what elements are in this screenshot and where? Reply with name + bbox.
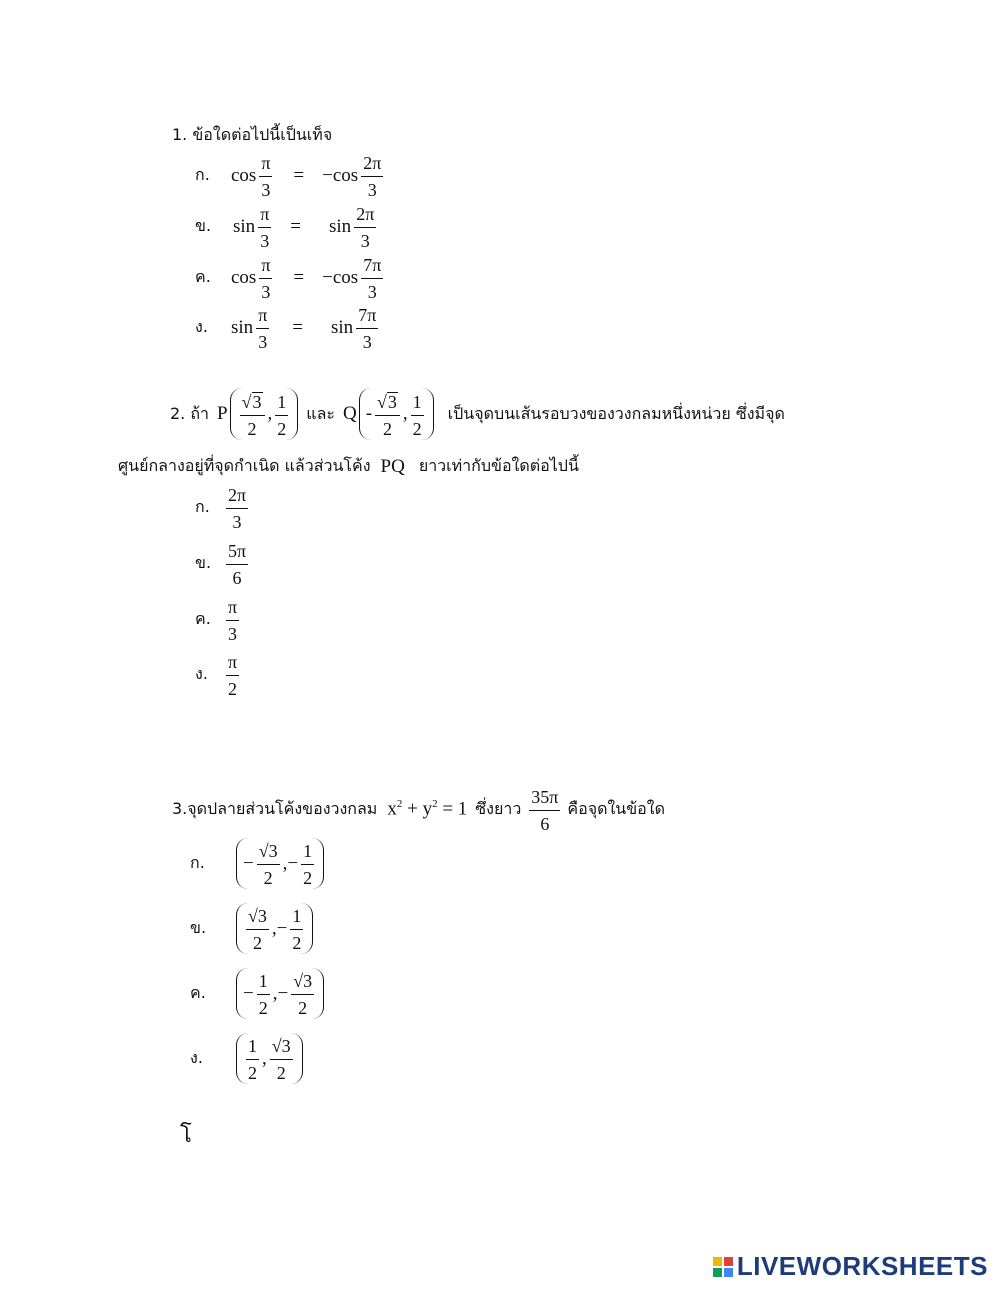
q3-option-b-label: ข.	[190, 918, 207, 937]
q2-option-a-frac: $\frac{2\pi}{3}$	[228, 485, 247, 532]
q1-prompt: 1. ข้อใดต่อไปนี้เป็นเท็จ	[172, 125, 333, 144]
q1-option-b-rhs-frac: $\frac{2\pi}{3}$	[356, 204, 375, 251]
q2-line1-rest: เป็นจุดบนเส้นรอบวงของวงกลมหนึ่งหน่วย ซึ่งมีจุด	[447, 403, 785, 423]
q1-option-a-lhs-fn: cos	[231, 164, 257, 186]
q1-option-d-eq: =	[292, 316, 303, 338]
q1-option-c-rhs-frac: $\frac{7\pi}{3}$	[363, 255, 382, 302]
q1-option-d-rhs-frac: $\frac{7\pi}{3}$	[358, 305, 377, 352]
q2-prefix: 2. ถ้า	[170, 403, 210, 423]
q2-option-c	[195, 596, 242, 643]
q3-suffix: คือจุดในข้อใด	[567, 799, 665, 818]
q1-option-a-label: ก.	[195, 165, 210, 184]
q3-prefix: 3.จุดปลายส่วนโค้งของวงกลม	[172, 799, 378, 818]
q3-option-b-coords: $\frac{√3}{2}$ , − $\frac{1}{2}$	[236, 903, 313, 954]
q2-point-q-name: Q	[342, 403, 357, 424]
q3-option-d-label: ง.	[190, 1048, 203, 1067]
q3-option-d-coords: $\frac{1}{2}$ , $\frac{√3}{2}$	[236, 1033, 303, 1084]
q2-option-d-label: ง.	[195, 664, 208, 683]
q1-option-c-lhs-fn: cos	[231, 266, 257, 288]
q1-option-b	[195, 203, 379, 250]
q2-option-b-frac: $\frac{5\pi}{6}$	[228, 541, 247, 588]
q3-length-frac: $\frac{35\pi}{6}$	[531, 787, 559, 834]
q3-option-b	[190, 903, 313, 954]
q2-option-a-label: ก.	[195, 497, 210, 516]
q2-arc-name: PQ	[380, 455, 405, 477]
logo-square-2	[724, 1257, 733, 1266]
q1-option-c	[195, 254, 386, 301]
q1-option-a-rhs-fn: −cos	[322, 164, 359, 186]
q1-option-c-rhs-fn: −cos	[322, 266, 359, 288]
q1-option-c-label: ค.	[195, 267, 211, 286]
q1-option-d-lhs-fn: sin	[231, 316, 254, 338]
q2-option-d-frac: $\frac{\pi}{2}$	[228, 652, 238, 699]
q1-option-a-lhs-frac: $\frac{\pi}{3}$	[261, 153, 271, 200]
q1-option-a-rhs-frac: $\frac{2\pi}{3}$	[363, 153, 382, 200]
q1-option-b-rhs-fn: sin	[329, 215, 352, 237]
q2-line1	[170, 388, 785, 440]
logo-square-4	[724, 1268, 733, 1277]
logo-grid-icon	[713, 1257, 733, 1277]
q2-point-q-coords: - √ 3 2 , $\frac{1}{2}$	[359, 388, 434, 440]
q1-option-d-lhs-frac: $\frac{\pi}{3}$	[258, 305, 268, 352]
q2-option-c-frac: $\frac{\pi}{3}$	[228, 597, 238, 644]
logo-text: LIVEWORKSHEETS	[736, 1251, 988, 1281]
q2-option-b	[195, 540, 251, 587]
q2-option-d	[195, 651, 242, 698]
q3-option-c	[190, 968, 324, 1019]
q3-option-a-coords: − $\frac{√3}{2}$ , − $\frac{1}{2}$	[236, 838, 324, 889]
q2-line2-a: ศูนย์กลางอยู่ที่จุดกำเนิด แล้วส่วนโค้ง	[118, 456, 371, 475]
q1-option-d-rhs-fn: sin	[331, 316, 354, 338]
q2-point-p-coords: √ 3 2 , $\frac{1}{2}$	[230, 388, 299, 440]
logo-square-3	[713, 1268, 722, 1277]
q2-point-p-name: P	[217, 403, 228, 424]
q3-line	[172, 786, 665, 833]
q1-option-c-eq: =	[293, 266, 305, 288]
stray-character: โ	[180, 1123, 192, 1148]
q2-line2-b: ยาวเท่ากับข้อใดต่อไปนี้	[418, 456, 579, 475]
q1-option-d-label: ง.	[195, 317, 208, 336]
logo-square-1	[713, 1257, 722, 1266]
q1-option-c-lhs-frac: $\frac{\pi}{3}$	[261, 255, 271, 302]
q1-option-a-eq: =	[293, 164, 305, 186]
q1-option-b-eq: =	[290, 215, 301, 237]
q1-option-b-lhs-fn: sin	[233, 215, 256, 237]
q1-option-b-lhs-frac: $\frac{\pi}{3}$	[260, 204, 270, 251]
q2-option-a	[195, 484, 251, 531]
q3-length-text: ซึ่งยาว	[475, 799, 522, 818]
q1-option-d	[195, 304, 381, 351]
q3-option-a	[190, 838, 324, 889]
q2-and: และ	[306, 403, 335, 423]
q1-option-b-label: ข.	[195, 216, 212, 235]
q2-line2	[118, 454, 579, 479]
q3-option-d	[190, 1033, 303, 1084]
q3-equation: $x^2 + y^2 = 1$	[387, 798, 468, 820]
q2-option-c-label: ค.	[195, 609, 211, 628]
q2-option-b-label: ข.	[195, 553, 212, 572]
q3-option-a-label: ก.	[190, 853, 205, 872]
q3-option-c-label: ค.	[190, 983, 206, 1002]
q3-option-c-coords: − $\frac{1}{2}$ , − $\frac{√3}{2}$	[236, 968, 324, 1019]
q1-option-a	[195, 152, 386, 199]
liveworksheets-logo	[713, 1251, 988, 1282]
